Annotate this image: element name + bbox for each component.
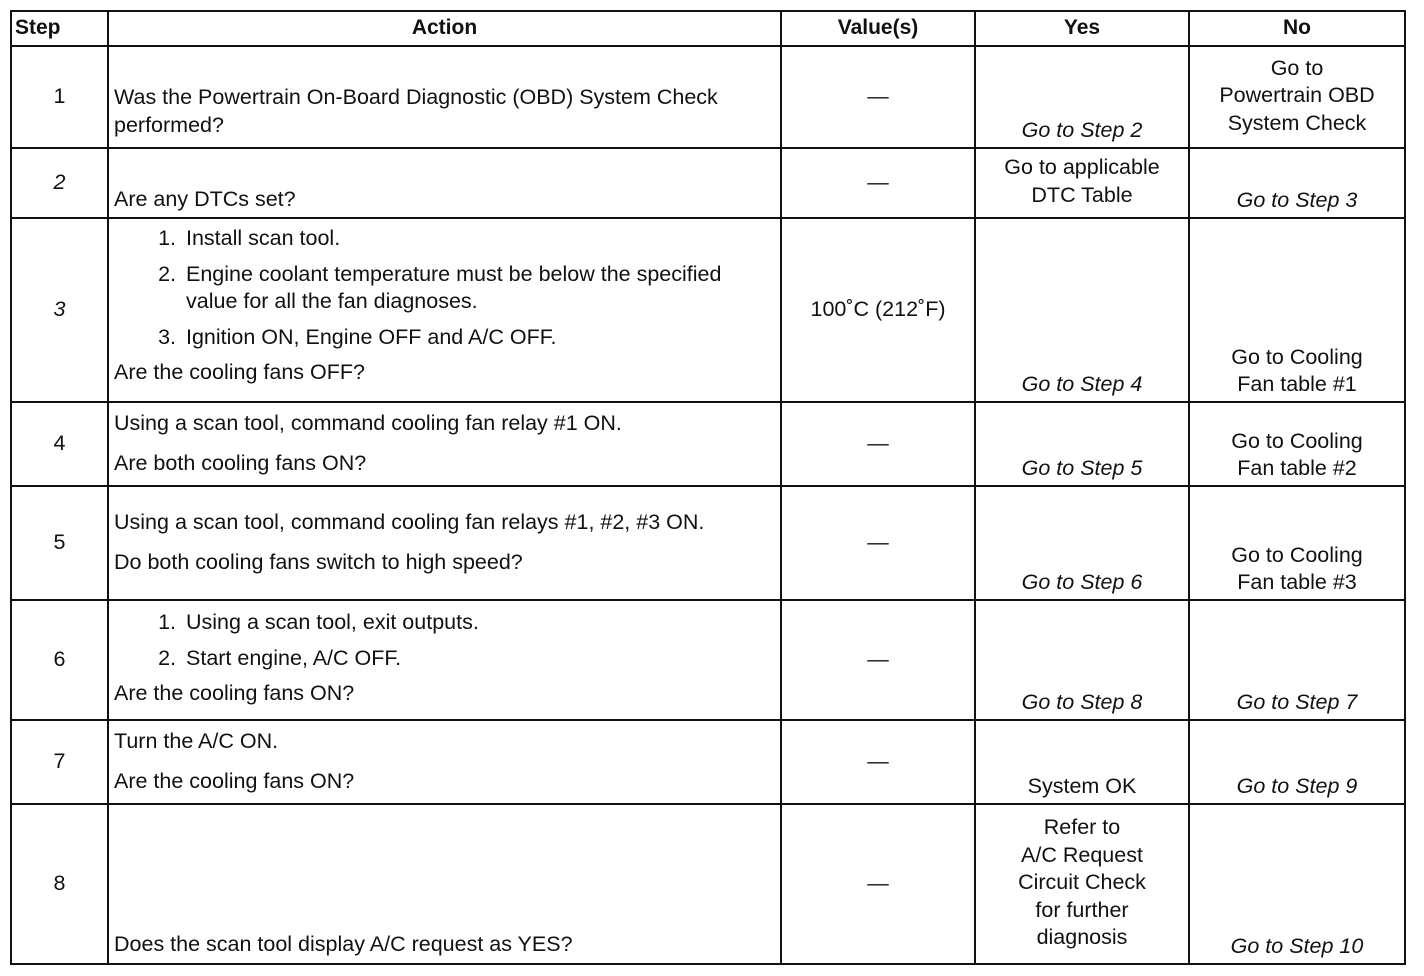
diagnostic-table xyxy=(10,10,1406,965)
no-cell: Go to Step 3 xyxy=(1189,148,1405,218)
action-step: 3. Ignition ON, Engine OFF and A/C OFF. xyxy=(182,324,776,352)
action-question: Are the cooling fans ON? xyxy=(114,681,355,706)
action-cell xyxy=(108,804,781,964)
no-line: Fan table #2 xyxy=(1237,456,1357,481)
header-action: Action xyxy=(108,11,781,46)
table-row xyxy=(11,218,1405,402)
no-cell xyxy=(1189,402,1405,486)
yes-line: for further xyxy=(1035,897,1129,922)
step-number: 7 xyxy=(11,720,108,804)
step-number: 4 xyxy=(11,402,108,486)
step-number: 8 xyxy=(11,804,108,964)
action-step: 2. Engine coolant temperature must be below the specified value for all the fan diagnoses. xyxy=(182,261,776,316)
value-cell: — xyxy=(781,486,975,600)
action-step: 2. Start engine, A/C OFF. xyxy=(182,645,776,673)
no-line: Fan table #1 xyxy=(1237,372,1357,397)
header-no: No xyxy=(1189,11,1405,46)
header-yes: Yes xyxy=(975,11,1189,46)
step-number: 6 xyxy=(11,600,108,720)
action-question: Are the cooling fans ON? xyxy=(114,769,355,793)
yes-line: Go to applicable xyxy=(1004,155,1160,180)
yes-cell xyxy=(975,148,1189,218)
action-question: Are any DTCs set? xyxy=(114,187,296,212)
table-row xyxy=(11,148,1405,218)
yes-line: diagnosis xyxy=(1036,925,1128,950)
step-number: 5 xyxy=(11,486,108,600)
action-step: 1. Install scan tool. xyxy=(182,225,776,253)
no-line: Go to Cooling xyxy=(1231,542,1363,567)
action-cell xyxy=(108,148,781,218)
no-cell: Go to Step 9 xyxy=(1189,720,1405,804)
action-steps xyxy=(114,609,776,672)
action-instruction: Using a scan tool, command cooling fan relays #1, #2, #3 ON. xyxy=(114,510,705,535)
yes-line: Circuit Check xyxy=(1018,870,1146,895)
header-row xyxy=(11,11,1405,46)
value-cell: — xyxy=(781,402,975,486)
no-line: Go to xyxy=(1270,55,1324,80)
action-cell xyxy=(108,600,781,720)
action-cell xyxy=(108,402,781,486)
header-step: Step xyxy=(11,11,108,46)
no-line: Fan table #3 xyxy=(1237,570,1357,595)
table-row xyxy=(11,804,1405,964)
action-instruction: Turn the A/C ON. xyxy=(114,729,279,754)
yes-cell: Go to Step 8 xyxy=(975,600,1189,720)
action-question: Do both cooling fans switch to high speed? xyxy=(114,550,523,574)
value-cell: — xyxy=(781,148,975,218)
no-line: Powertrain OBD xyxy=(1219,83,1375,108)
table-row xyxy=(11,46,1405,148)
header-values: Value(s) xyxy=(781,11,975,46)
no-cell: Go to Step 10 xyxy=(1189,804,1405,964)
yes-cell: Go to Step 6 xyxy=(975,486,1189,600)
table-row xyxy=(11,600,1405,720)
yes-line: DTC Table xyxy=(1031,183,1133,207)
step-number: 2 xyxy=(11,148,108,218)
no-cell xyxy=(1189,46,1405,148)
no-line: Go to Cooling xyxy=(1231,428,1363,453)
step-number: 1 xyxy=(11,46,108,148)
action-steps xyxy=(114,225,776,351)
action-cell xyxy=(108,720,781,804)
yes-cell xyxy=(975,804,1189,964)
action-question: Was the Powertrain On-Board Diagnostic (OBD) System Check performed? xyxy=(114,85,718,137)
action-instruction: Using a scan tool, command cooling fan relay #1 ON. xyxy=(114,411,622,436)
yes-cell: Go to Step 5 xyxy=(975,402,1189,486)
no-cell xyxy=(1189,486,1405,600)
no-line: System Check xyxy=(1227,110,1367,135)
table-row xyxy=(11,486,1405,600)
no-cell: Go to Step 7 xyxy=(1189,600,1405,720)
value-cell: — xyxy=(781,720,975,804)
table-row xyxy=(11,402,1405,486)
value-cell: — xyxy=(781,804,975,964)
step-number: 3 xyxy=(11,218,108,402)
yes-cell: Go to Step 2 xyxy=(975,46,1189,148)
action-question: Are both cooling fans ON? xyxy=(114,451,367,475)
action-cell xyxy=(108,46,781,148)
no-cell xyxy=(1189,218,1405,402)
action-question: Are the cooling fans OFF? xyxy=(114,360,365,385)
yes-line: A/C Request xyxy=(1021,842,1143,867)
action-step: 1. Using a scan tool, exit outputs. xyxy=(182,609,776,637)
value-cell: — xyxy=(781,46,975,148)
action-cell xyxy=(108,486,781,600)
yes-cell: System OK xyxy=(975,720,1189,804)
yes-line: Refer to xyxy=(1043,815,1121,840)
no-line: Go to Cooling xyxy=(1231,344,1363,369)
action-cell xyxy=(108,218,781,402)
value-cell: — xyxy=(781,600,975,720)
action-question: Does the scan tool display A/C request as YES? xyxy=(114,932,573,957)
value-cell: 100˚C (212˚F) xyxy=(781,218,975,402)
table-row xyxy=(11,720,1405,804)
yes-cell: Go to Step 4 xyxy=(975,218,1189,402)
